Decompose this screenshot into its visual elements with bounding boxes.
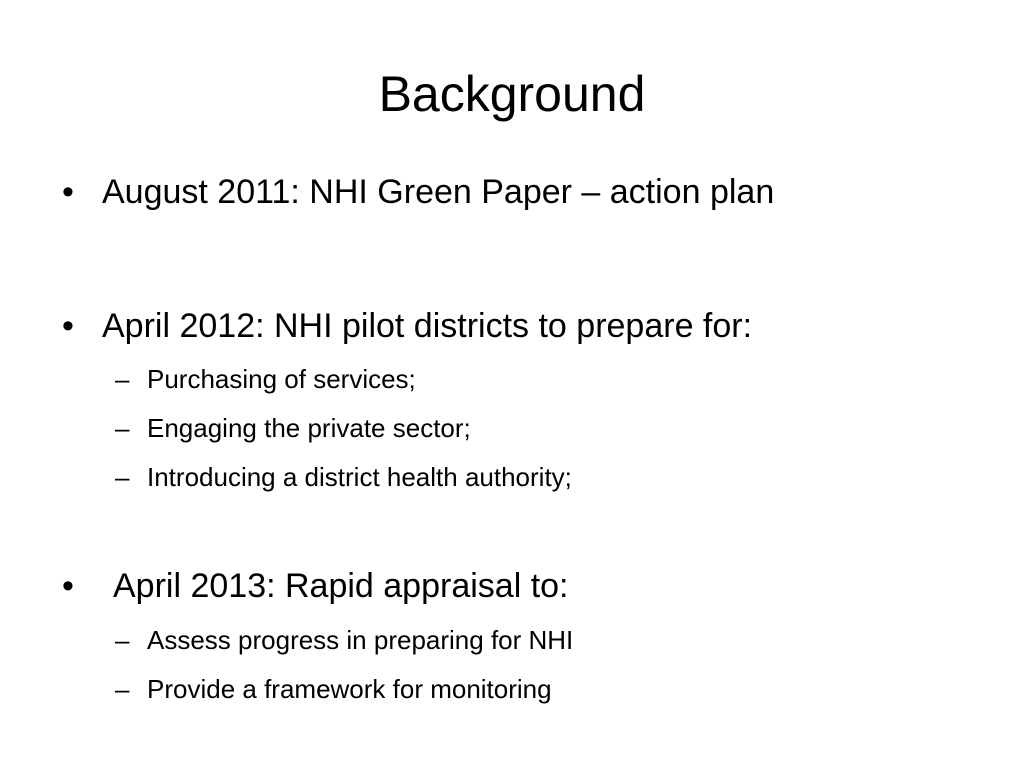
bullet-marker: • — [62, 307, 74, 345]
sub-bullet-marker: – — [115, 625, 130, 655]
sub-bullet-text: Engaging the private sector; — [147, 413, 471, 443]
sub-bullet-text: Assess progress in preparing for NHI — [147, 625, 574, 655]
bullet-item — [0, 306, 1024, 346]
slide-title: Background — [378, 66, 646, 122]
sub-bullet-text: Purchasing of services; — [147, 364, 416, 394]
sub-bullet-marker: – — [115, 413, 130, 443]
sub-bullet-item — [0, 673, 1024, 705]
bullet-item — [0, 172, 1024, 212]
sub-bullet-marker: – — [115, 674, 130, 704]
sub-bullet-text: Provide a framework for monitoring — [147, 674, 552, 704]
bullet-text: April 2013: Rapid appraisal to: — [113, 567, 569, 605]
sub-bullet-item — [0, 461, 1024, 493]
bullet-text: August 2011: NHI Green Paper – action plan — [102, 173, 775, 211]
sub-bullet-text: Introducing a district health authority; — [147, 462, 572, 492]
sub-bullet-marker: – — [115, 462, 130, 492]
bullet-text: April 2012: NHI pilot districts to prepare for: — [102, 307, 753, 345]
bullet-item — [0, 566, 1024, 606]
sub-bullet-item — [0, 412, 1024, 444]
sub-bullet-item — [0, 624, 1024, 656]
sub-bullet-marker: – — [115, 364, 130, 394]
bullet-marker: • — [62, 173, 74, 211]
bullet-marker: • — [62, 567, 74, 605]
sub-bullet-item — [0, 363, 1024, 395]
